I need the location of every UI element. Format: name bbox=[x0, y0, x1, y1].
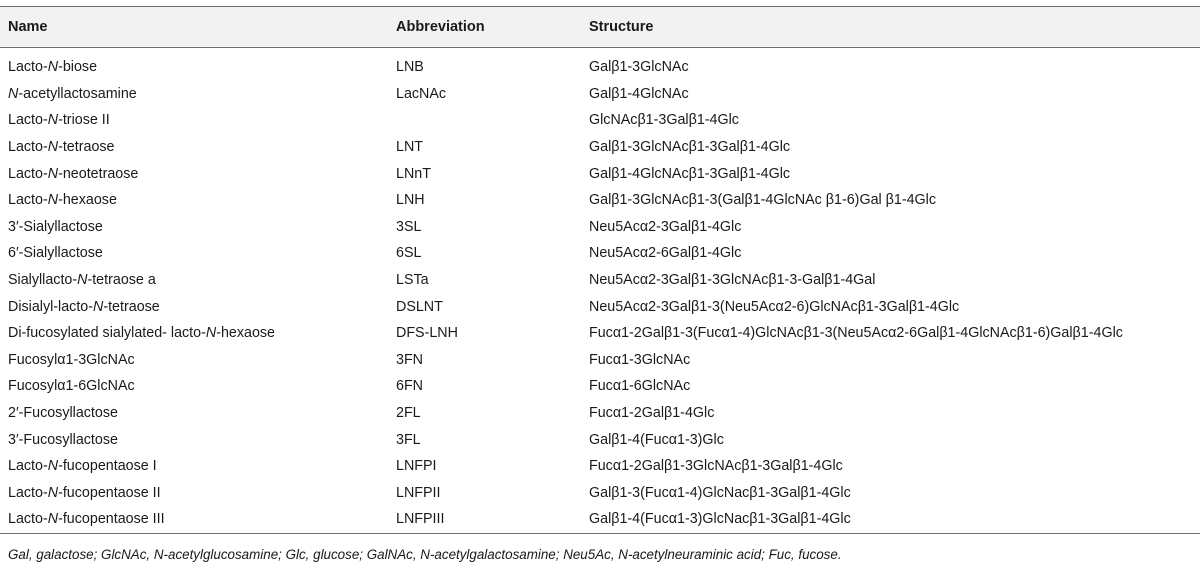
name-suffix: -triose II bbox=[58, 112, 110, 129]
cell-abbreviation: DFS-LNH bbox=[396, 325, 458, 342]
name-italic-n: N bbox=[47, 192, 59, 209]
cell-structure: Fucα1-2Galβ1-3GlcNAcβ1-3Galβ1-4Glc bbox=[589, 458, 843, 475]
table-row bbox=[0, 134, 1200, 161]
name-italic-n: N bbox=[47, 112, 59, 129]
cell-abbreviation: LNH bbox=[396, 192, 425, 209]
name-prefix: Fucosylα1-3GlcNAc bbox=[8, 351, 135, 368]
table-row bbox=[0, 320, 1200, 347]
cell-abbreviation: 3FN bbox=[396, 351, 424, 368]
table-row bbox=[0, 347, 1200, 374]
name-italic-n: N bbox=[47, 59, 59, 76]
name-prefix: Lacto- bbox=[8, 59, 48, 76]
table-row bbox=[0, 506, 1200, 533]
name-prefix: Lacto- bbox=[8, 139, 48, 156]
table-row bbox=[0, 293, 1200, 320]
table-row bbox=[0, 160, 1200, 187]
table-footnote: Gal, galactose; GlcNAc, N-acetylglucosamine; Glc, glucose; GalNAc, N-acetylgalactosamine; Neu5Ac, N-acetylneuraminic acid; Fuc, fucose. bbox=[8, 547, 842, 562]
name-suffix: -hexaose bbox=[58, 192, 117, 209]
cell-abbreviation bbox=[388, 107, 581, 134]
name-suffix: -hexaose bbox=[216, 325, 276, 342]
cell-abbreviation: 6SL bbox=[396, 245, 422, 262]
name-prefix: Lacto- bbox=[8, 458, 48, 475]
name-prefix: Lacto- bbox=[8, 192, 48, 209]
name-prefix: Lacto- bbox=[8, 511, 48, 528]
name-prefix: Lacto- bbox=[8, 484, 48, 501]
table-row bbox=[0, 240, 1200, 267]
cell-name bbox=[0, 320, 388, 347]
cell-name bbox=[0, 214, 388, 241]
cell-name bbox=[0, 107, 388, 134]
cell-structure: Galβ1-3(Fucα1-4)GlcNacβ1-3Galβ1-4Glc bbox=[589, 484, 851, 501]
column-header-abbreviation: Abbreviation bbox=[388, 7, 581, 48]
table-row bbox=[0, 187, 1200, 214]
oligosaccharide-table bbox=[0, 6, 1200, 534]
cell-structure: Galβ1-4GlcNAcβ1-3Galβ1-4Glc bbox=[589, 165, 791, 182]
name-suffix: -biose bbox=[58, 59, 98, 76]
cell-name bbox=[0, 480, 388, 507]
name-suffix: -fucopentaose I bbox=[58, 458, 157, 475]
cell-abbreviation: 3SL bbox=[396, 218, 422, 235]
cell-name bbox=[0, 187, 388, 214]
table-body bbox=[0, 48, 1200, 534]
name-italic-n: N bbox=[8, 85, 19, 102]
cell-abbreviation: LacNAc bbox=[396, 85, 447, 102]
name-italic-n: N bbox=[205, 325, 217, 342]
cell-abbreviation: LNFPIII bbox=[388, 506, 581, 533]
cell-name bbox=[0, 426, 388, 453]
cell-name bbox=[0, 240, 388, 267]
cell-structure: Galβ1-4(Fucα1-3)GlcNacβ1-3Galβ1-4Glc bbox=[581, 506, 1200, 533]
table-row bbox=[0, 373, 1200, 400]
cell-abbreviation: LSTa bbox=[396, 272, 429, 289]
cell-abbreviation: 3FL bbox=[396, 431, 421, 448]
cell-structure: Neu5Acα2-3Galβ1-4Glc bbox=[589, 218, 742, 235]
table-row bbox=[0, 107, 1200, 134]
cell-structure: GlcNAcβ1-3Galβ1-4Glc bbox=[589, 112, 739, 129]
cell-name bbox=[0, 160, 388, 187]
column-header-structure: Structure bbox=[581, 7, 1200, 48]
cell-abbreviation: 2FL bbox=[396, 405, 421, 422]
cell-structure: Neu5Acα2-3Galβ1-3GlcNAcβ1-3-Galβ1-4Gal bbox=[589, 272, 876, 289]
name-prefix: 3′-Fucosyllactose bbox=[8, 431, 118, 448]
table-row bbox=[0, 453, 1200, 480]
name-prefix: Di-fucosylated sialylated- lacto- bbox=[8, 325, 206, 342]
cell-structure: Neu5Acα2-6Galβ1-4Glc bbox=[589, 245, 742, 262]
table-row bbox=[0, 480, 1200, 507]
name-suffix: -neotetraose bbox=[58, 165, 139, 182]
cell-name bbox=[0, 373, 388, 400]
cell-structure: Fucα1-2Galβ1-3(Fucα1-4)GlcNAcβ1-3(Neu5Acα2-6Galβ1-4GlcNAcβ1-6)Galβ1-4Glc bbox=[589, 325, 1123, 342]
name-prefix: Lacto- bbox=[8, 112, 48, 129]
cell-abbreviation: LNB bbox=[396, 59, 424, 76]
name-suffix: -tetraose bbox=[103, 298, 160, 315]
cell-structure: Fucα1-3GlcNAc bbox=[589, 351, 691, 368]
name-suffix: -acetyllactosamine bbox=[18, 85, 137, 102]
name-prefix: Sialyllacto- bbox=[8, 272, 78, 289]
name-prefix: 6′-Sialyllactose bbox=[8, 245, 103, 262]
table-row bbox=[0, 267, 1200, 294]
cell-name bbox=[0, 267, 388, 294]
cell-name bbox=[0, 506, 388, 533]
cell-structure: Galβ1-4(Fucα1-3)Glc bbox=[589, 431, 724, 448]
cell-name bbox=[0, 293, 388, 320]
cell-abbreviation: LNFPII bbox=[396, 484, 441, 501]
cell-structure: Fucα1-6GlcNAc bbox=[589, 378, 691, 395]
cell-name bbox=[0, 134, 388, 161]
name-prefix: Fucosylα1-6GlcNAc bbox=[8, 378, 135, 395]
table-row bbox=[0, 81, 1200, 108]
name-prefix: Disialyl-lacto- bbox=[8, 298, 93, 315]
cell-name bbox=[0, 453, 388, 480]
cell-structure: Galβ1-3GlcNAcβ1-3Galβ1-4Glc bbox=[589, 139, 791, 156]
cell-structure: Fucα1-2Galβ1-4Glc bbox=[589, 405, 715, 422]
cell-structure: Neu5Acα2-3Galβ1-3(Neu5Acα2-6)GlcNAcβ1-3Galβ1-4Glc bbox=[589, 298, 960, 315]
name-italic-n: N bbox=[47, 511, 59, 528]
cell-name bbox=[0, 400, 388, 427]
cell-name bbox=[0, 347, 388, 374]
table-header-row bbox=[0, 7, 1200, 48]
name-suffix: -tetraose bbox=[58, 139, 115, 156]
table-row bbox=[0, 48, 1200, 81]
cell-structure: Galβ1-3GlcNAc bbox=[589, 59, 689, 76]
cell-structure: Galβ1-4GlcNAc bbox=[589, 85, 689, 102]
name-italic-n: N bbox=[77, 272, 88, 289]
cell-structure: Galβ1-3GlcNAcβ1-3(Galβ1-4GlcNAc β1-6)Gal β1-4Glc bbox=[589, 192, 936, 209]
name-italic-n: N bbox=[47, 484, 59, 501]
cell-abbreviation: LNnT bbox=[396, 165, 431, 182]
name-prefix: 2′-Fucosyllactose bbox=[8, 405, 118, 422]
table-row bbox=[0, 400, 1200, 427]
name-prefix: 3′-Sialyllactose bbox=[8, 218, 103, 235]
cell-abbreviation: 6FN bbox=[396, 378, 424, 395]
table-row bbox=[0, 214, 1200, 241]
name-italic-n: N bbox=[47, 165, 59, 182]
name-italic-n: N bbox=[93, 298, 104, 315]
name-italic-n: N bbox=[47, 139, 59, 156]
table-row bbox=[0, 426, 1200, 453]
cell-abbreviation: LNT bbox=[396, 139, 424, 156]
cell-abbreviation: DSLNT bbox=[396, 298, 443, 315]
name-italic-n: N bbox=[47, 458, 59, 475]
cell-name bbox=[0, 81, 388, 108]
name-suffix: -fucopentaose III bbox=[58, 511, 165, 528]
name-prefix: Lacto- bbox=[8, 165, 48, 182]
name-suffix: -fucopentaose II bbox=[58, 484, 161, 501]
column-header-name: Name bbox=[0, 7, 388, 48]
cell-abbreviation: LNFPI bbox=[396, 458, 437, 475]
name-suffix: -tetraose a bbox=[87, 272, 156, 289]
cell-name bbox=[0, 48, 388, 81]
